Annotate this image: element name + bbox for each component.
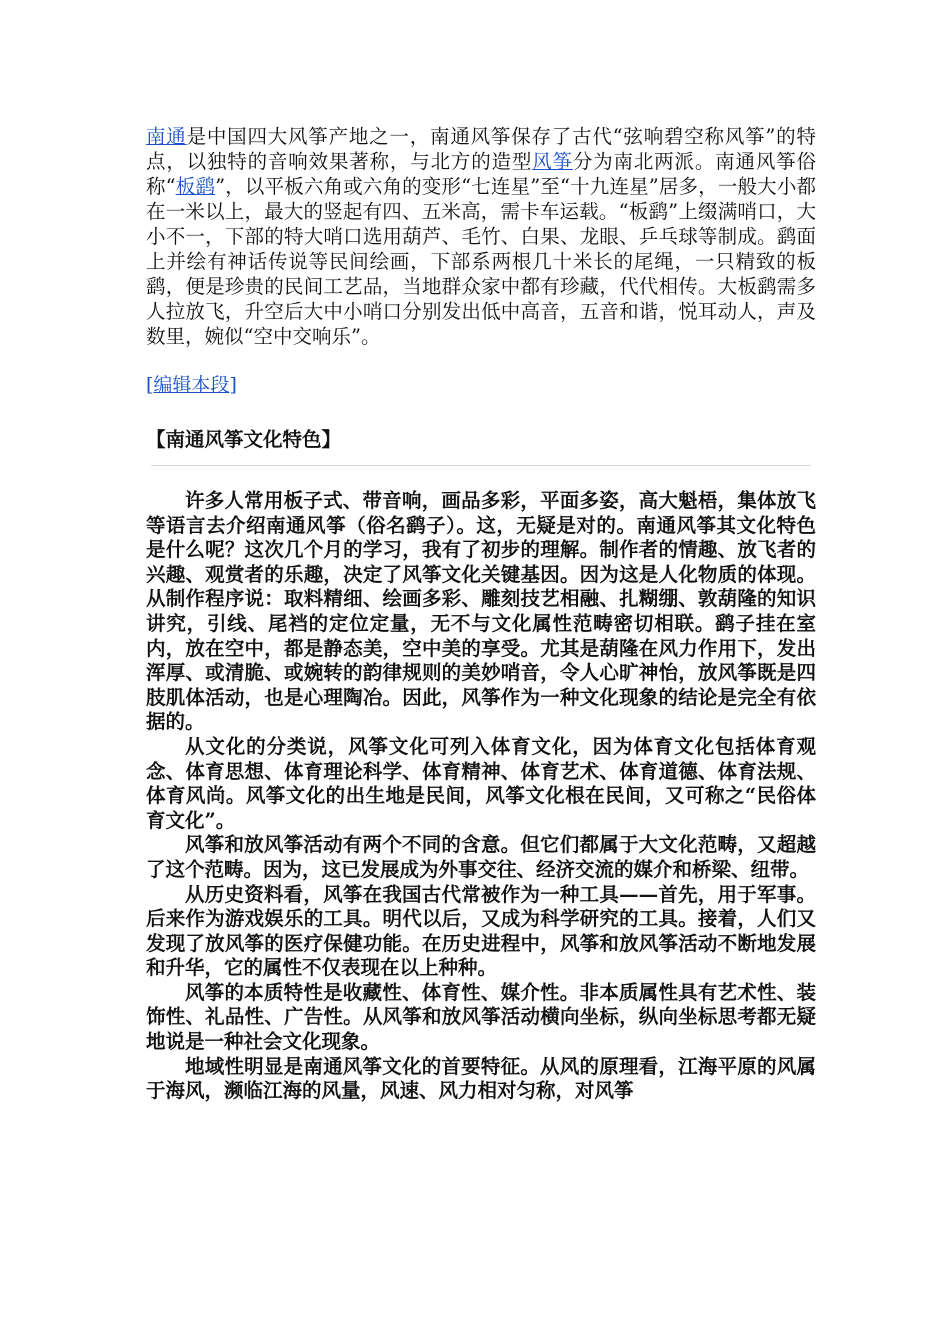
body-paragraph-6: 地域性明显是南通风筝文化的首要特征。从风的原理看，江海平原的风属于海风，濒临江海的风量，风速、风力相对匀称，对风筝 [146,1054,816,1103]
body-paragraph-4: 从历史资料看，风筝在我国古代常被作为一种工具——首先，用于军事。后来作为游戏娱乐的工具。明代以后，又成为科学研究的工具。接着，人们又发现了放风筝的医疗保健功能。在历史进程中，风筝和放风筝活动不断地发展和升华，它的属性不仅表现在以上种种。 [146,882,816,980]
body-paragraph-5: 风筝的本质特性是收藏性、体育性、媒介性。非本质属性具有艺术性、装饰性、礼品性、广告性。从风筝和放风筝活动横向坐标，纵向坐标思考都无疑地说是一种社会文化现象。 [146,980,816,1054]
article-body [146,489,816,1104]
section-divider [151,465,811,466]
link-banyao[interactable]: 板鹞 [175,175,216,198]
body-paragraph-1: 许多人常用板子式、带音响，画品多彩，平面多姿，高大魁梧，集体放飞等语言去介绍南通风筝（俗名鹞子）。这，无疑是对的。南通风筝其文化特色是什么呢？这次几个月的学习，我有了初步的理解。制作者的情趣、放飞者的兴趣、观赏者的乐趣，决定了风筝文化关键基因。因为这是人化物质的体现。从制作程序说：取料精细、绘画多彩、雕刻技艺相融、扎糊绷、敦葫隆的知识讲究，引线、尾裆的定位定量，无不与文化属性范畴密切相联。鹞子挂在室内，放在空中，都是静态美，空中美的享受。尤其是葫隆在风力作用下，发出浑厚、或清脆、或婉转的韵律规则的美妙哨音，令人心旷神怡，放风筝既是四肢肌体活动，也是心理陶冶。因此，风筝作为一种文化现象的结论是完全有依据的。 [146,489,816,734]
edit-bracket-open: [ [146,374,154,396]
link-fengzheng[interactable]: 风筝 [532,150,573,173]
intro-text-2: 分为南北两派。南通风筝俗称“ [146,150,816,198]
section-title: 【南通风筝文化特色】 [146,428,342,451]
link-nantong[interactable]: 南通 [146,125,187,148]
intro-text-1: 是中国四大风筝产地之一，南通风筝保存了古代“弦响碧空称风筝”的特点，以独特的音响效果著称，与北方的造型 [146,125,816,173]
edit-section-link[interactable]: 编辑本段 [153,374,230,396]
document-page [146,124,816,1104]
body-paragraph-3: 风筝和放风筝活动有两个不同的含意。但它们都属于大文化范畴，又超越了这个范畴。因为，这已发展成为外事交往、经济交流的媒介和桥梁、纽带。 [146,833,816,881]
intro-text-3: ”，以平板六角或六角的变形“七连星”至“十九连星”居多，一般大小都在一米以上，最大的竖起有四、五米高，需卡车运载。“板鹞”上缀满哨口，大小不一，下部的特大哨口选用葫芦、毛竹、白果、龙眼、乒乓球等制成。鹞面上并绘有神话传说等民间绘画，下部系两根几十米长的尾绳，一只精致的板鹞，便是珍贵的民间工艺品，当地群众家中都有珍藏，代代相传。大板鹞需多人拉放飞，升空后大中小哨口分别发出低中高音，五音和谐，悦耳动人，声及数里，婉似“空中交响乐”。 [146,175,816,348]
intro-paragraph [146,124,816,349]
edit-bracket-close: ] [229,374,237,396]
body-paragraph-2: 从文化的分类说，风筝文化可列入体育文化，因为体育文化包括体育观念、体育思想、体育理论科学、体育精神、体育艺术、体育道德、体育法规、体育风尚。风筝文化的出生地是民间，风筝文化根在民间，又可称之“民俗体育文化”。 [146,734,816,832]
edit-section [146,373,816,398]
